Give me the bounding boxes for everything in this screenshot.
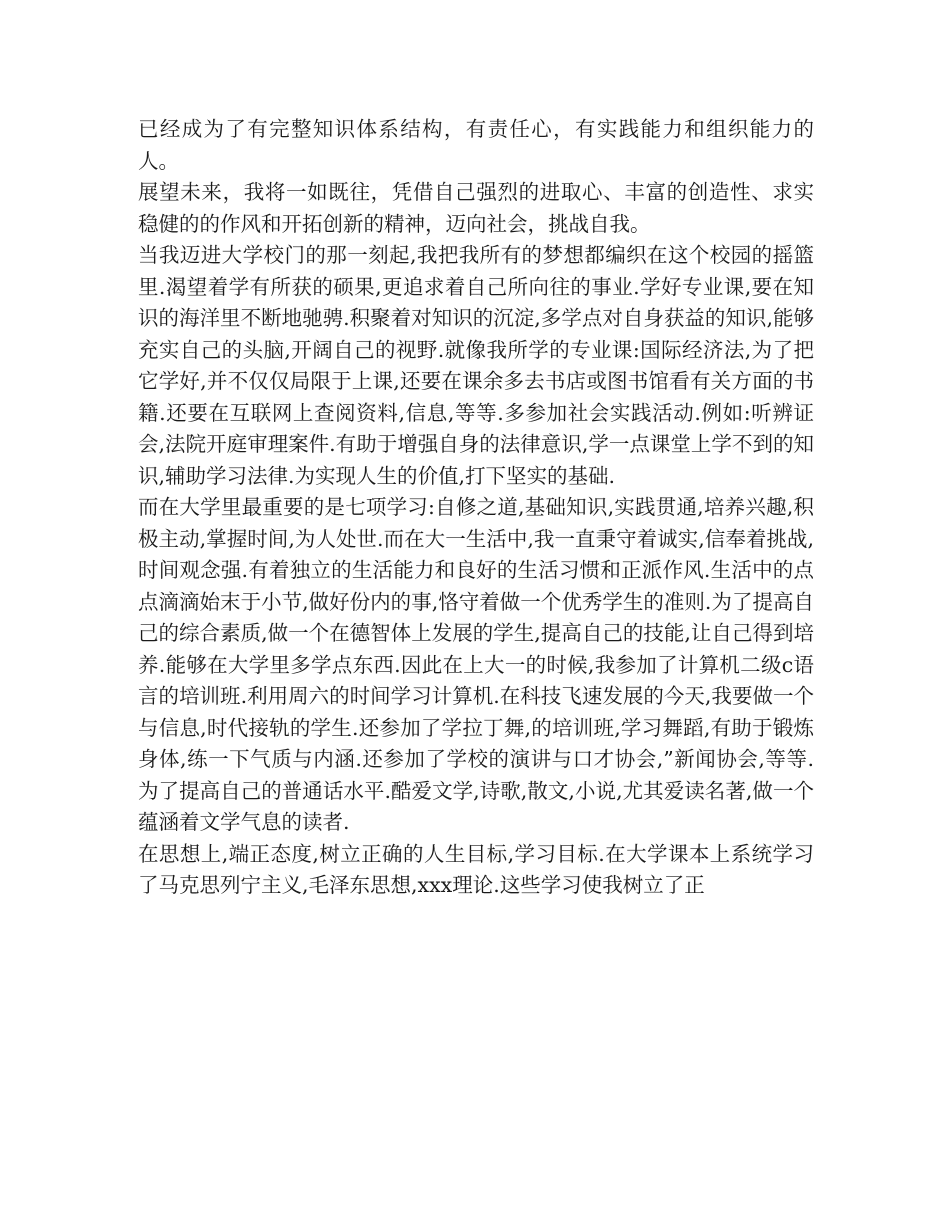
paragraph-4: 而在大学里最重要的是七项学习:自修之道,基础知识,实践贯通,培养兴趣,积极主动,掌握时间,为人处世.而在大一生活中,我一直秉守着诚实,信奉着挑战,时间观念强.有着独立的生活能力和良好的生活习惯和正派作风.生活中的点点滴滴始末于小节,做好份内的事,恪守着做一个优秀学生的准则.为了提高自己的综合素质,做一个在德智体上发展的学生,提高自己的技能,让自己得到培养.能够在大学里多学点东西.因此在上大一的时候,我参加了计算机二级c语言的培训班.利用周六的时间学习计算机.在科技飞速发展的今天,我要做一个与信息,时代接轨的学生.还参加了学拉丁舞,的培训班,学习舞蹈,有助于锻炼身体,练一下气质与内涵.还参加了学校的演讲与口才协会,”新闻协会,等等.为了提高自己的普通话水平.酷爱文学,诗歌,散文,小说,尤其爱读名著,做一个蕴涵着文学气息的读者. xyxy=(138,495,814,834)
paragraph-2: 展望未来，我将一如既往，凭借自己强烈的进取心、丰富的创造性、求实稳健的的作风和开拓创新的精神，迈向社会，挑战自我。 xyxy=(138,180,814,236)
paragraph-5: 在思想上,端正态度,树立正确的人生目标,学习目标.在大学课本上系统学习了马克思列宁主义,毛泽东思想,xxx理论.这些学习使我树立了正 xyxy=(138,841,814,897)
paragraph-1: 已经成为了有完整知识体系结构，有责任心，有实践能力和组织能力的人。 xyxy=(138,117,814,173)
paragraph-3: 当我迈进大学校门的那一刻起,我把我所有的梦想都编织在这个校园的摇篮里.渴望着学有所获的硕果,更追求着自己所向往的事业.学好专业课,要在知识的海洋里不断地驰骋.积聚着对知识的沉淀,多学点对自身获益的知识,能够充实自己的头脑,开阔自己的视野.就像我所学的专业课:国际经济法,为了把它学好,并不仅仅局限于上课,还要在课余多去书店或图书馆看有关方面的书籍.还要在互联网上查阅资料,信息,等等.多参加社会实践活动.例如:听辨证会,法院开庭审理案件.有助于增强自身的法律意识,学一点课堂上学不到的知识,辅助学习法律.为实现人生的价值,打下坚实的基础. xyxy=(138,243,814,488)
document-body xyxy=(138,114,814,902)
